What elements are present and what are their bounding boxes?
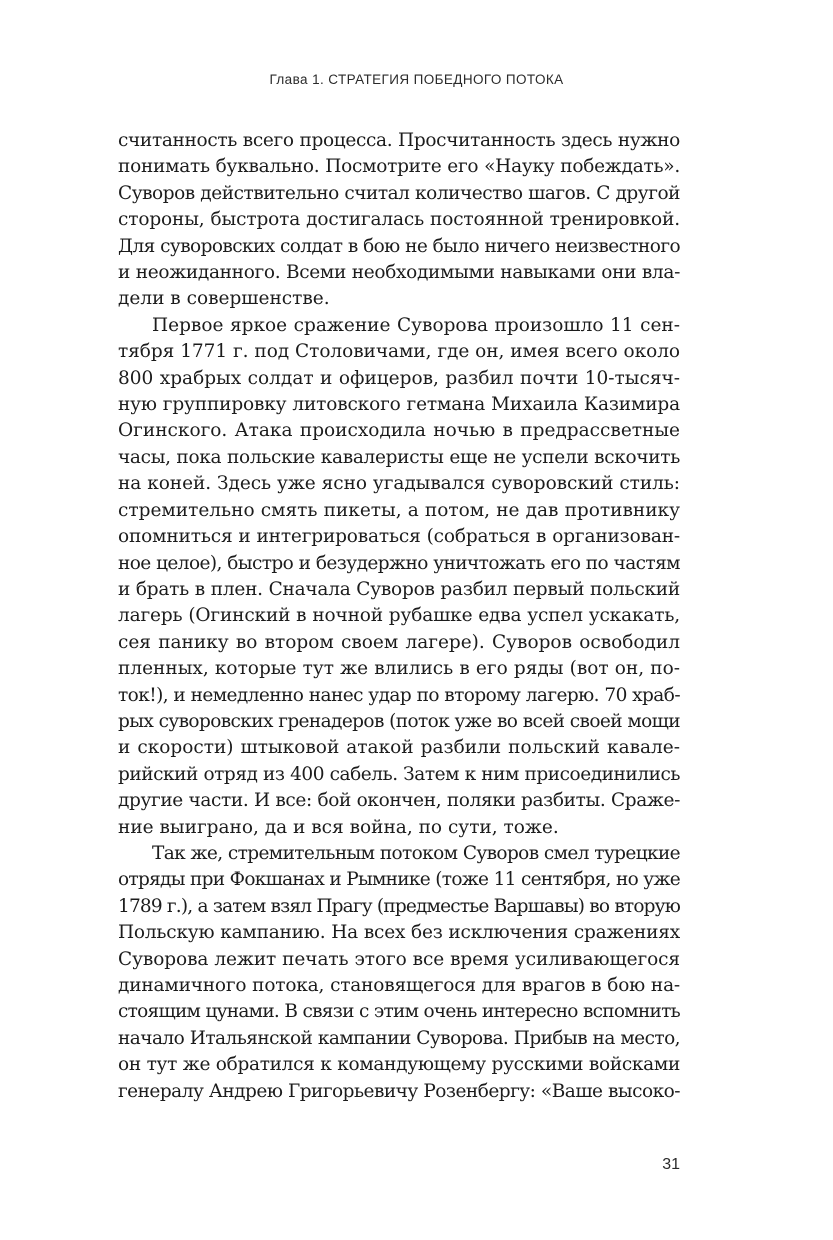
text-line: стоящим цунами. В связи с этим очень интересно вспомнить — [118, 1001, 680, 1023]
text-line: генералу Андрею Григорьевичу Розенбергу: «Ваше высоко- — [118, 1080, 680, 1102]
text-line: пленных, которые тут же влились в его ряды (вот он, по- — [118, 658, 680, 680]
text-line: считанность всего процесса. Просчитанность здесь нужно — [118, 130, 680, 151]
paragraph — [118, 313, 680, 841]
text-line: и скорости) штыковой атакой разбили польский кавале- — [118, 737, 680, 759]
text-line: рийский отряд из 400 сабель. Затем к ним присоединились — [118, 763, 680, 785]
text-line: стороны, быстрота достигалась постоянной тренировкой. — [118, 209, 680, 231]
text-line: Суворова лежит печать этого все время усиливающегося — [118, 948, 680, 970]
text-line: он тут же обратился к командующему русскими войсками — [118, 1054, 680, 1076]
text-line: стремительно смять пикеты, а потом, не дав противнику — [118, 499, 680, 521]
text-line: дели в совершенстве. — [118, 288, 330, 310]
running-head: Глава 1. СТРАТЕГИЯ ПОБЕДНОГО ПОТОКА — [269, 72, 564, 87]
text-line: часы, пока польские кавалеристы еще не успели вскочить — [118, 446, 680, 468]
text-line: и неожиданного. Всеми необходимыми навыками они вла- — [118, 262, 680, 284]
text-line: начало Итальянской кампании Суворова. Прибыв на место, — [118, 1027, 680, 1049]
text-line: 800 храбрых солдат и офицеров, разбил почти 10-тысяч- — [118, 367, 680, 389]
text-line: Польскую кампанию. На всех без исключения сражениях — [118, 922, 680, 944]
text-line: понимать буквально. Посмотрите его «Науку побеждать». — [118, 156, 680, 178]
text-line: ную группировку литовского гетмана Михаила Казимира — [118, 394, 680, 416]
text-line: лагерь (Огинский в ночной рубашке едва успел ускакать, — [118, 605, 680, 627]
paragraph — [118, 841, 680, 1105]
text-line: динамичного потока, становящегося для врагов в бою на- — [118, 975, 680, 996]
text-line: Для суворовских солдат в бою не было ничего неизвестного — [118, 235, 680, 257]
text-line: отряды при Фокшанах и Рымнике (тоже 11 сентября, но уже — [118, 869, 680, 891]
text-line: ное целое), быстро и безудержно уничтожать его по частям — [118, 552, 680, 574]
body-text — [118, 128, 680, 1105]
text-line: Суворов действительно считал количество шагов. С другой — [118, 182, 680, 204]
text-line: на коней. Здесь уже ясно угадывался суворовский стиль: — [118, 473, 680, 495]
text-line: Первое яркое сражение Суворова произошло 11 сен- — [152, 314, 680, 336]
text-line: другие части. И все: бой окончен, поляки разбиты. Сраже- — [118, 790, 680, 812]
text-line: ток!), и немедленно нанес удар по второму лагерю. 70 храб- — [118, 684, 680, 706]
text-line: 1789 г.), а затем взял Прагу (предместье Варшавы) во вторую — [118, 895, 680, 917]
text-line: тября 1771 г. под Столовичами, где он, имея всего около — [118, 341, 680, 363]
text-line: Так же, стремительным потоком Суворов смел турецкие — [152, 842, 680, 864]
text-line: и брать в плен. Сначала Суворов разбил первый польский — [118, 578, 680, 600]
text-line: рых суворовских гренадеров (поток уже во всей своей мощи — [118, 710, 680, 732]
text-line: сея панику во втором своем лагере). Суворов освободил — [118, 631, 680, 653]
text-line: опомниться и интегрироваться (собраться в организован- — [118, 526, 680, 548]
paragraph — [118, 128, 680, 313]
text-line: ние выиграно, да и вся война, по сути, тоже. — [118, 816, 559, 838]
page-number: 31 — [662, 1156, 680, 1173]
text-line: Огинского. Атака происходила ночью в предрассветные — [118, 420, 680, 442]
